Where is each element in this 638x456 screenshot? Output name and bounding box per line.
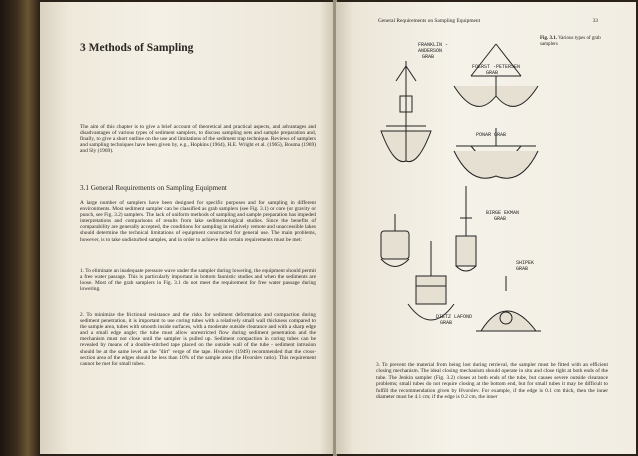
section-title: 3.1 General Requirements on Sampling Equipment <box>80 184 227 192</box>
label-grab-3: GRAB <box>494 216 507 222</box>
label-grab-1: GRAB <box>422 54 435 60</box>
figure-caption <box>540 36 610 48</box>
label-ponar: PONAR GRAB <box>476 132 507 138</box>
chapter-title: 3 Methods of Sampling <box>80 42 194 54</box>
label-anderson: ANDERSON <box>418 48 443 54</box>
dietz-lafond-grab-drawing <box>408 241 454 320</box>
shipek-grab-drawing <box>476 276 541 331</box>
birge-ekman-grab-drawing <box>456 186 476 271</box>
requirement-1: 1. To eliminate an inadequate pressure wave under the sampler during lowering, the equipment should permit a free water passage. This is particularly important in bottom faunistic studies and when the sediments are loose. Most of the grab samplers in Fig. 3.1 do not meet the requirement for free water passage during lowering. <box>80 268 316 293</box>
label-grab-5: GRAB <box>440 320 453 326</box>
requirement-2: 2. To minimize the frictional resistance and the risks for sediment deformation and compaction during sediment penetration, it is important to use coring tubes with a relatively small wall thickness compared to the sample area, tubes with smooth inside surfaces, with a moderate outside clearance and with a sharp edge and a small edge angle; the tube must allow unrestricted flow during sediment penetration and the mechanism must not close until the sampler is pulled up. Sediment compaction in coring tubes can be revealed by means of a double-stitched tape placed on the outside wall of the tube - sediment intrusion should be at the same level as the "dirt" verge of the tape. Hvorslev (1949) recommended that the cross-section area of the edges should be less than 10% of the sample area (the Hvorslev ratio). This requirement cannot be met for small tubes. <box>80 312 316 367</box>
page-number: 33 <box>592 18 598 24</box>
label-franklin: FRANKLIN - <box>418 42 449 48</box>
side-sampler-drawing <box>381 214 409 267</box>
grab-samplers-figure <box>376 36 546 356</box>
book-binding <box>0 0 40 456</box>
label-foerst-petersen: FOERST -PETERSEN <box>472 64 521 70</box>
intro-paragraph: The aim of this chapter is to give a brief account of theoretical and practical aspects, and advantages and disadvantages of various types of sediment samplers, to discuss sampling nets and sample preparation and, finally, to give a short outline on the use and limitations of the sediment trap technique. Reviews of samplers and sampling techniques have been given by, e.g., Hopkins (1964), H.E. Wright et al. (1965), Bouma (1969) and Sly (1969). <box>80 124 316 155</box>
figure-caption-text: Various types of grab samplers <box>540 36 601 47</box>
section-paragraph: A large number of samplers have been designed for specific purposes and for sampling in different environments. Most sediment sampler can be classified as grab samplers (see Fig. 3.1) or core (or gravity or punch, see Fig. 3.2) samplers. The lack of uniform methods of sampling and sample preparation has impeded interpretations and comparisons of results from lake sedimentological studies. Since the benefits of comparability are generally accepted, the conditions for sampling in relatively remote and unaccessible lakes should determine the technical limitations of equipment constructed for general use. The main problems, however, is to take undisturbed samples, and in order to achieve this certain requirements must be met: <box>80 200 316 243</box>
requirement-3: 3. To prevent the material from being lost during retrieval, the sampler must be fitted with an efficient closing mechanism. The ideal closing mechanism should operate in situ and close tight at both ends of the tube. The Jenkin sampler (Fig. 3.2) closes at both ends of the tube, but causes severe outside clearance problems; small tubes do not require closing at the bottom end, but for small tubes it may be difficult to fulfill the recommendation given by Hvorslev. For example, if the edge is 0.1 cm thick, then the inner diameter must be 4.1 cm; if the edge is 0.2 cm, the inner <box>376 362 608 401</box>
right-page <box>336 2 636 454</box>
running-head: General Requirements on Sampling Equipment <box>378 18 481 24</box>
label-birge-ekman: BIRGE EKMAN <box>486 210 520 216</box>
franklin-anderson-grab-drawing <box>381 61 431 162</box>
label-grab-2: GRAB <box>486 70 499 76</box>
label-shipek: SHIPEK <box>516 260 535 266</box>
figure-caption-label: Fig. 3.1. <box>540 36 557 41</box>
label-dietz-lafond: DIETZ LAFOND <box>436 314 473 320</box>
label-grab-4: GRAB <box>516 266 529 272</box>
left-page <box>40 2 334 454</box>
